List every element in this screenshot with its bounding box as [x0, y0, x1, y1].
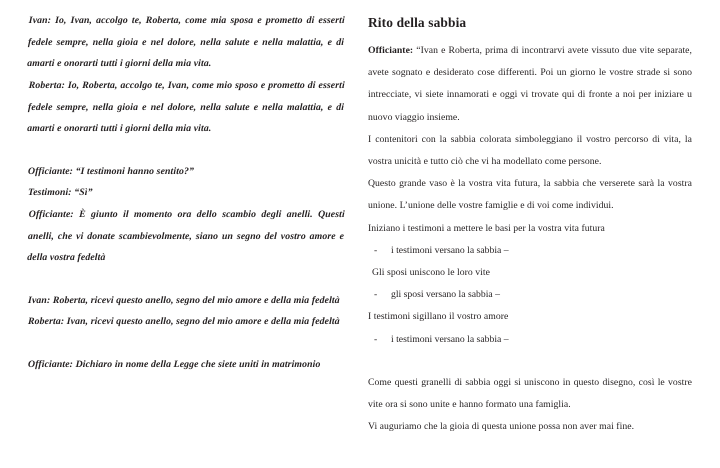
sand-ritual-officiant-paragraph: [368, 40, 692, 129]
list-item-label: i testimoni versano la sabbia –: [391, 244, 509, 256]
closing-paragraph-1: Come questi granelli di sabbia oggi si uniscono in questo disegno, così le vostre vite ora si sono unite e hanno formato una famiglia.: [368, 376, 692, 411]
sand-ritual-officiant-label: Officiante:: [368, 45, 414, 56]
line-witnesses-seal: I testimoni sigillano il vostro amore: [368, 311, 509, 323]
right-column: [368, 0, 692, 438]
vow-ivan-paragraph: [27, 10, 345, 75]
vow-roberta-speaker-label: Roberta:: [28, 79, 66, 91]
paragraph-start-witnesses: Iniziano i testimoni a mettere le basi per la vostra vita futura: [368, 222, 605, 234]
left-column: [28, 0, 344, 375]
closing-paragraph-2: Vi auguriamo che la gioia di questa unione possa non aver mai fine.: [368, 421, 635, 433]
declaration-paragraph: [28, 354, 345, 376]
spacer-before-closing: [368, 351, 692, 372]
paragraph-vase: Questo grande vaso è la vostra vita futura, la sabbia che verserete sarà la vostra unione. L’unione delle vostre famiglie e di voi come individui.: [368, 178, 692, 212]
spacer-after-vows: [28, 140, 344, 161]
section-heading-sand-ritual: Rito della sabbia: [368, 15, 467, 30]
line-spouses-unite: Gli sposi uniscono le loro vite: [372, 267, 491, 279]
dash-bullet-icon: -: [374, 244, 378, 256]
ring-exchange-roberta-paragraph: [28, 311, 345, 333]
ring-exchange-roberta-speaker-label: Roberta:: [27, 316, 65, 328]
witness-answer-text: “Sì”: [71, 187, 93, 199]
rings-intro-text: È giunto il momento ora dello scambio degli anelli. Questi anelli, che vi donate scambievolmente, siano un segno del vostro amore e della vostra fedeltà: [27, 208, 345, 263]
list-item-label: gli sposi versano la sabbia –: [391, 289, 500, 301]
rings-intro-paragraph: [27, 204, 345, 269]
spacer-after-rings-intro: [28, 269, 344, 290]
dash-bullet-icon: -: [374, 333, 378, 345]
declaration-text: Dichiaro in nome della Legge che siete uniti in matrimonio: [72, 358, 321, 370]
list-item: [368, 329, 692, 351]
witness-answer-paragraph: [28, 182, 345, 204]
vow-roberta-text: Io, Roberta, accolgo te, Ivan, come mio sposo e prometto di esserti fedele sempre, nella gioia e nel dolore, nella salute e nella malattia, e di amarti e onorarti tutti i giorni della mia vita.: [27, 79, 345, 134]
witness-question-text: “I testimoni hanno sentito?”: [72, 165, 195, 177]
ring-exchange-ivan-speaker-label: Ivan:: [27, 294, 51, 306]
vow-ivan-speaker-label: Ivan:: [28, 15, 52, 26]
vow-roberta-paragraph: [27, 75, 345, 140]
list-item-label: i testimoni versano la sabbia –: [391, 333, 509, 345]
ring-exchange-roberta-text: Ivan, ricevi questo anello, segno del mio amore e della mia fedeltà: [63, 316, 340, 328]
list-item: [368, 284, 692, 306]
dash-bullet-icon: -: [374, 289, 378, 301]
witness-question-paragraph: [28, 161, 345, 183]
declaration-officiant-label: Officiante:: [27, 358, 74, 370]
sand-ritual-officiant-text: “Ivan e Roberta, prima di incontrarvi avete vissuto due vite separate, avete sognato e desiderato cose differenti. Poi un giorno le vostre strade si sono intrecciate, vi siete innamorati e oggi vi trovate qui di fronte a noi per iniziare u nuovo viaggio insieme.: [368, 45, 692, 123]
rings-intro-officiant-label: Officiante:: [28, 208, 74, 220]
witness-question-officiant-label: Officiante:: [27, 165, 74, 177]
ring-exchange-ivan-paragraph: [28, 290, 345, 312]
vow-ivan-text: Io, Ivan, accolgo te, Roberta, come mia sposa e prometto di esserti fedele sempre, nella gioia e nel dolore, nella salute e nella malattia, e di amarti e onorarti tutti i giorni della mia vita.: [27, 15, 345, 70]
spacer-after-ring-exchange: [28, 333, 344, 354]
witness-answer-speaker-label: Testimoni:: [27, 187, 72, 199]
paragraph-containers: I contenitori con la sabbia colorata simboleggiano il vostro percorso di vita, la vostra unicità e tutto ciò che vi ha modellato come persone.: [368, 133, 692, 168]
ring-exchange-ivan-text: Roberta, ricevi questo anello, segno del mio amore e della mia fedeltà: [50, 294, 340, 306]
list-item: [368, 240, 692, 262]
